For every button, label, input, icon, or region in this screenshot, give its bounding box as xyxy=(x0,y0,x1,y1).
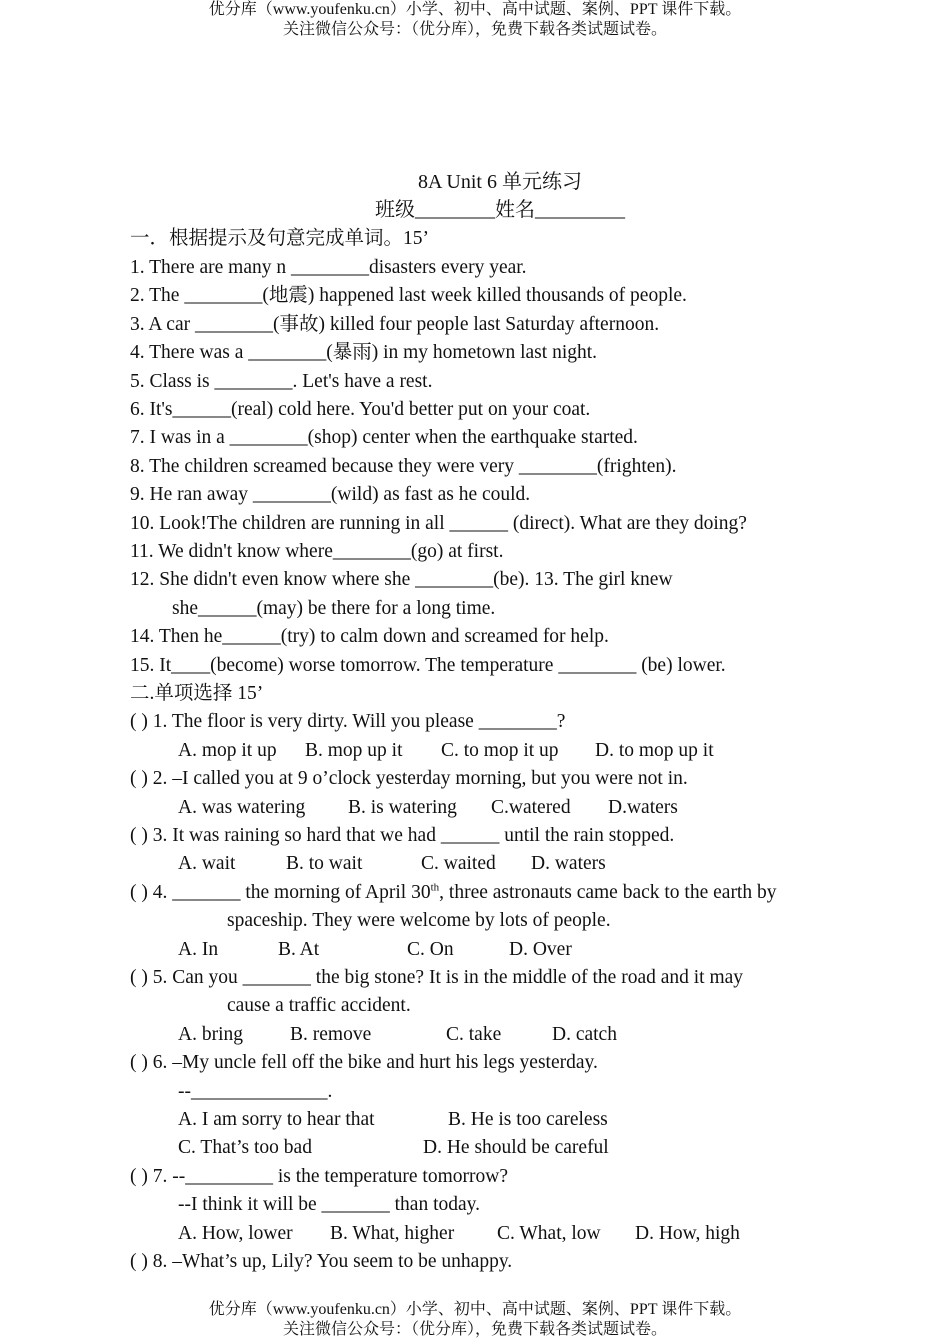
q4-option-c: C. On xyxy=(407,939,454,960)
fill-item-6: 6. It's______(real) cold here. You'd better put on your coat. xyxy=(130,399,591,420)
q7-option-b: B. What, higher xyxy=(330,1223,455,1244)
q1-option-b: B. mop up it xyxy=(305,740,403,761)
mc-question-1: ( ) 1. The floor is very dirty. Will you please ________? xyxy=(130,711,566,732)
q5-option-b: B. remove xyxy=(290,1024,372,1045)
fill-item-9: 9. He ran away ________(wild) as fast as he could. xyxy=(130,484,531,505)
fill-item-12: 12. She didn't even know where she ________(be). 13. The girl knew xyxy=(130,569,673,590)
q2-option-a: A. was watering xyxy=(178,797,306,818)
q5-option-d: D. catch xyxy=(552,1024,617,1045)
q4-option-b: B. At xyxy=(278,939,320,960)
mc-question-3: ( ) 3. It was raining so hard that we had ______ until the rain stopped. xyxy=(130,825,675,846)
q1-option-d: D. to mop up it xyxy=(595,740,714,761)
q3-option-a: A. wait xyxy=(178,853,236,874)
page-header-line-1: 优分库（www.youfenku.cn）小学、初中、高中试题、案例、PPT 课件下载。 xyxy=(208,1,742,18)
q3-option-b: B. to wait xyxy=(286,853,363,874)
document-title: 8A Unit 6 单元练习 xyxy=(418,171,582,193)
page-footer-line-1: 优分库（www.youfenku.cn）小学、初中、高中试题、案例、PPT 课件下载。 xyxy=(208,1301,742,1318)
q2-option-c: C.watered xyxy=(491,797,571,818)
mc-question-4 xyxy=(130,879,776,907)
section-2-heading: 二.单项选择 15’ xyxy=(130,683,264,704)
class-name-line: 班级________姓名_________ xyxy=(375,199,625,221)
fill-item-7: 7. I was in a ________(shop) center when the earthquake started. xyxy=(130,427,638,448)
q1-option-a: A. mop it up xyxy=(178,740,277,761)
mc-question-7: ( ) 7. --_________ is the temperature tomorrow? xyxy=(130,1166,508,1187)
section-1-heading: 一．根据提示及句意完成单词。15’ xyxy=(130,228,429,249)
q5-option-c: C. take xyxy=(446,1024,502,1045)
q6-option-c: C. That’s too bad xyxy=(178,1137,312,1158)
q6-option-b: B. He is too careless xyxy=(448,1109,608,1130)
q4-stem-after: , three astronauts came back to the earth by xyxy=(439,882,777,903)
mc-question-8: ( ) 8. –What’s up, Lily? You seem to be unhappy. xyxy=(130,1251,513,1272)
q4-stem-cont: spaceship. They were welcome by lots of people. xyxy=(227,910,611,931)
page-header-line-2: 关注微信公众号：（优分库），免费下载各类试题试卷。 xyxy=(282,21,667,38)
fill-item-3: 3. A car ________(事故) killed four people last Saturday afternoon. xyxy=(130,314,660,335)
q2-option-b: B. is watering xyxy=(348,797,457,818)
fill-item-2: 2. The ________(地震) happened last week killed thousands of people. xyxy=(130,285,687,306)
q4-option-d: D. Over xyxy=(509,939,572,960)
q4-option-a: A. In xyxy=(178,939,219,960)
fill-item-15: 15. It____(become) worse tomorrow. The temperature ________ (be) lower. xyxy=(130,655,726,676)
q4-stem-before: ( ) 4. _______ the morning of April 30 xyxy=(130,882,431,903)
fill-item-4: 4. There was a ________(暴雨) in my hometown last night. xyxy=(130,342,598,363)
q3-option-d: D. waters xyxy=(531,853,606,874)
q1-option-c: C. to mop it up xyxy=(441,740,559,761)
q5-stem-cont: cause a traffic accident. xyxy=(227,995,411,1016)
fill-item-10: 10. Look!The children are running in all ______ (direct). What are they doing? xyxy=(130,513,747,534)
q3-option-c: C. waited xyxy=(421,853,496,874)
mc-question-5: ( ) 5. Can you _______ the big stone? It is in the middle of the road and it may xyxy=(130,967,744,988)
fill-item-1: 1. There are many n ________disasters every year. xyxy=(130,257,527,278)
q5-option-a: A. bring xyxy=(178,1024,243,1045)
q6-option-d: D. He should be careful xyxy=(423,1137,609,1158)
q7-option-d: D. How, high xyxy=(635,1223,740,1244)
mc-question-2: ( ) 2. –I called you at 9 o’clock yesterday morning, but you were not in. xyxy=(130,768,688,789)
q7-stem-cont: --I think it will be _______ than today. xyxy=(178,1194,481,1215)
fill-item-8: 8. The children screamed because they were very ________(frighten). xyxy=(130,456,677,477)
q7-option-c: C. What, low xyxy=(497,1223,601,1244)
q7-option-a: A. How, lower xyxy=(178,1223,293,1244)
q2-option-d: D.waters xyxy=(608,797,678,818)
page-footer-line-2: 关注微信公众号：（优分库），免费下载各类试题试卷。 xyxy=(282,1321,667,1338)
mc-question-6: ( ) 6. –My uncle fell off the bike and hurt his legs yesterday. xyxy=(130,1052,598,1073)
fill-item-14: 14. Then he______(try) to calm down and screamed for help. xyxy=(130,626,609,647)
q4-stem-superscript: th xyxy=(430,881,440,894)
fill-item-11: 11. We didn't know where________(go) at first. xyxy=(130,541,504,562)
fill-item-5: 5. Class is ________. Let's have a rest. xyxy=(130,371,433,392)
fill-item-13-cont: she______(may) be there for a long time. xyxy=(172,598,496,619)
q6-option-a: A. I am sorry to hear that xyxy=(178,1109,375,1130)
q6-answer-line: --______________. xyxy=(178,1081,333,1102)
